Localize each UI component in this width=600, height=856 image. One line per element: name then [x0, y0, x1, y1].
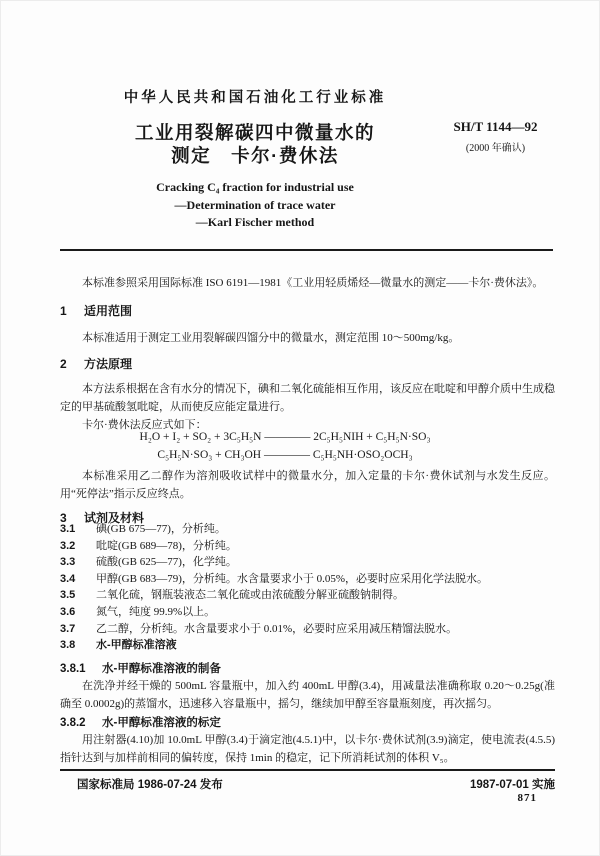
reagent-item	[60, 604, 555, 621]
section-3-title: 试剂及材料	[84, 511, 145, 525]
document-title-cn-line1: 工业用裂解碳四中微量水的	[134, 122, 375, 143]
standard-number-block	[438, 119, 553, 154]
reagent-list	[60, 521, 555, 654]
subsection-3-8-1-number: 3.8.1	[60, 663, 86, 675]
document-title-cn	[60, 121, 450, 167]
confirmation-note: (2000 年确认)	[465, 143, 526, 154]
document-title-en	[60, 179, 450, 232]
reagent-item-text: 吡啶(GB 689—78)，分析纯。	[96, 539, 237, 552]
header-divider	[60, 249, 553, 251]
reagent-item	[60, 587, 555, 604]
section-1-paragraph: 本标准适用于测定工业用裂解碳四馏分中的微量水，测定范围 10～500mg/kg。	[82, 332, 460, 344]
footer-implement-date: 1987-07-01 实施	[469, 779, 555, 791]
reagent-item	[60, 571, 555, 588]
reagent-item-text: 甲醇(GB 683—79)，分析纯。水含量要求小于 0.05%，必要时应采用化学法脱水。	[96, 572, 489, 585]
section-1-number: 1	[60, 304, 67, 318]
intro-paragraph: 本标准参照采用国际标准 ISO 6191—1981《工业用轻质烯烃—微量水的测定——卡尔·费休法》。	[82, 277, 544, 289]
subsection-3-8-2-title: 水-甲醇标准溶液的标定	[102, 717, 221, 729]
footer-divider	[60, 769, 555, 771]
subsection-3-8-heading	[60, 637, 555, 654]
document-title-en-line2: —Determination of trace water	[174, 197, 336, 212]
subsection-3-8-1-heading	[60, 660, 555, 676]
reaction-equation-1: H₂O + I₂ + SO₂ + 3C₅H₅N ———— 2C₅H₅NIH + C₅H₅N·SO₃	[139, 431, 431, 443]
reagent-item	[60, 621, 555, 638]
reagent-item-text: 氮气，纯度 99.9%以上。	[96, 605, 216, 618]
subsection-title: 水-甲醇标准溶液	[96, 639, 177, 652]
reagent-item-number: 3.4	[60, 572, 76, 585]
subsection-3-8-2-number: 3.8.2	[60, 717, 86, 729]
section-2-number: 2	[60, 357, 67, 371]
reagent-item-number: 3.2	[60, 539, 76, 552]
section-1-title: 适用范围	[84, 304, 133, 318]
reagent-item-text: 碘(GB 675—77)，分析纯。	[96, 523, 226, 535]
subsection-3-8-1-title: 水-甲醇标准溶液的制备	[102, 663, 221, 675]
reagent-item	[60, 538, 555, 555]
section-2-title: 方法原理	[84, 357, 133, 371]
subsection-number: 3.8	[60, 639, 76, 652]
section-2-paragraph-3: 本标准采用乙二醇作为溶剂吸收试样中的微量水分，加入定量的卡尔·费休试剂与水发生反应。用“死停法”指示反应终点。	[60, 470, 555, 500]
section-3-number: 3	[60, 511, 67, 525]
section-2-heading	[60, 355, 555, 372]
standard-org-label: 中华人民共和国石油化工行业标准	[123, 90, 387, 106]
subsection-3-8-2-heading	[60, 714, 555, 730]
standard-number: SH/T 1144—92	[453, 119, 538, 134]
reagent-item-text: 乙二醇，分析纯。水含量要求小于 0.01%，必要时应采用减压精馏法脱水。	[96, 622, 458, 635]
document-title-cn-line2: 测定 卡尔·费休法	[171, 145, 339, 166]
document-title-en-line3: —Karl Fischer method	[195, 215, 315, 229]
reagent-item-text: 二氧化硫，钢瓶装液态二氧化硫或由浓硫酸分解亚硫酸钠制得。	[96, 589, 404, 602]
reagent-item	[60, 521, 555, 538]
footer	[60, 776, 555, 792]
section-2-paragraph-2: 卡尔·费休法反应式如下：	[82, 419, 207, 431]
footer-issue-date: 国家标准局 1986-07-24 发布	[77, 779, 223, 791]
reagent-item-number: 3.7	[60, 622, 76, 635]
subsection-3-8-1-paragraph: 在洗净并经干燥的 500mL 容量瓶中，加入约 400mL 甲醇(3.4)，用减量法准确称取 0.20～0.25g(准确至 0.0002g)的蒸馏水，迅速移入容量瓶中，摇匀，继续加甲醇至容量瓶刻度，再次摇匀。	[60, 680, 555, 710]
document-title-en-line1: Cracking C₄ fraction for industrial use	[156, 180, 354, 194]
section-2-paragraph-1: 本方法系根据在含有水分的情况下，碘和二氧化硫能相互作用，该反应在吡啶和甲醇介质中生成稳定的甲基硫酸氢吡啶，从而使反应能定量进行。	[60, 383, 555, 413]
reagent-item-number: 3.3	[60, 556, 76, 569]
reagent-item	[60, 554, 555, 571]
page-number: 871	[517, 792, 537, 804]
section-1-heading	[60, 302, 555, 319]
reagent-item-text: 硫酸(GB 625—77)，化学纯。	[96, 556, 237, 569]
reagent-item-number: 3.6	[60, 605, 76, 618]
reaction-equation-2: C₅H₅N·SO₃ + CH₃OH ———— C₅H₅NH·OSO₂OCH₃	[157, 449, 413, 461]
reagent-item-number: 3.5	[60, 589, 76, 602]
reagent-item-number: 3.1	[60, 523, 76, 535]
subsection-3-8-2-paragraph: 用注射器(4.10)加 10.0mL 甲醇(3.4)于滴定池(4.5.1)中，以卡尔·费休试剂(3.9)滴定，使电流表(4.5.5)指针达到与加样前相同的偏转度，保持 1min 的稳定，记下所消耗试剂的体积 V₅。	[60, 734, 555, 764]
